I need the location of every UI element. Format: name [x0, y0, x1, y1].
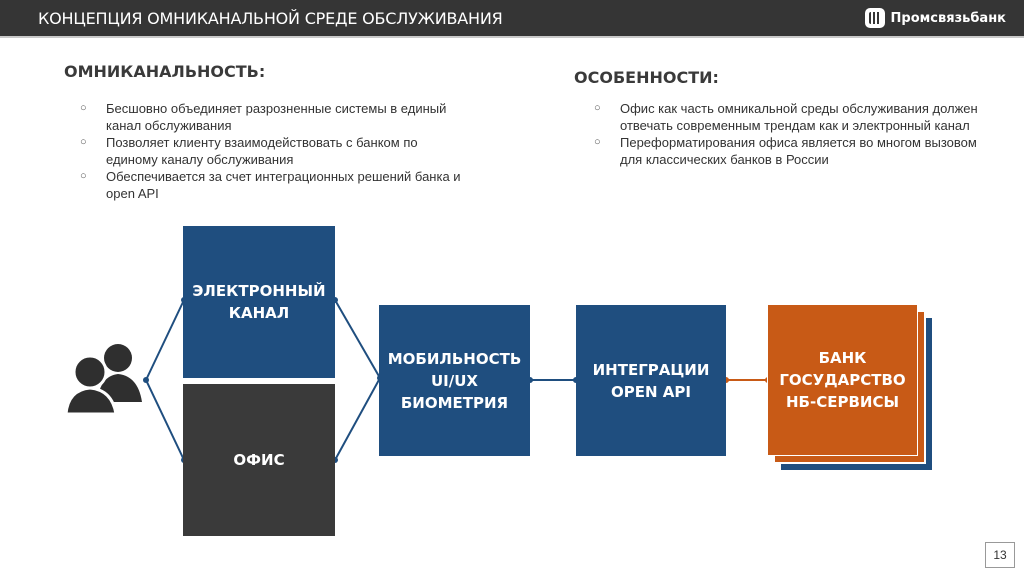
- mobility-label: МОБИЛЬНОСТЬ UI/UX БИОМЕТРИЯ: [387, 349, 522, 412]
- page-number: 13: [985, 542, 1015, 568]
- list-item-text: Позволяет клиенту взаимодействовать с банком по единому каналу обслуживания: [106, 135, 418, 167]
- electronic-channel-label: ЭЛЕКТРОННЫЙ КАНАЛ: [192, 282, 326, 322]
- right-section-title: ОСОБЕННОСТИ:: [574, 68, 719, 87]
- electronic-channel-box: [183, 226, 335, 378]
- left-section-title: ОМНИКАНАЛЬНОСТЬ:: [64, 62, 266, 81]
- logo-text: Промсвязьбанк: [890, 10, 1006, 26]
- integration-label: ИНТЕГРАЦИИ OPEN API: [592, 360, 710, 401]
- list-item-text: Офис как часть омникальной среды обслуживания должен отвечать современным трендам как и электронный канал: [620, 101, 978, 133]
- list-item-text: Бесшовно объединяет разрозненные системы в единый канал обслуживания: [106, 101, 447, 133]
- bullet-icon: ○: [594, 136, 601, 148]
- list-item-text: Обеспечивается за счет интеграционных решений банка и open API: [106, 169, 461, 201]
- bullet-icon: ○: [80, 170, 87, 182]
- bank-label: БАНК ГОСУДАРСТВО НБ-СЕРВИСЫ: [779, 349, 906, 411]
- users-icon: [66, 344, 142, 414]
- mobility-box: [379, 305, 530, 456]
- bullet-icon: ○: [594, 102, 601, 114]
- page-title: КОНЦЕПЦИЯ ОМНИКАНАЛЬНОЙ СРЕДЕ ОБСЛУЖИВАНИЯ: [38, 9, 503, 28]
- office-label: ОФИС: [233, 451, 285, 469]
- integration-box: [576, 305, 726, 456]
- list-item-text: Переформатирования офиса является во многом вызовом для классических банков в России: [620, 135, 977, 167]
- bullet-icon: ○: [80, 136, 87, 148]
- bank-box: [767, 304, 918, 456]
- office-box: [183, 384, 335, 536]
- bullet-icon: ○: [80, 102, 87, 114]
